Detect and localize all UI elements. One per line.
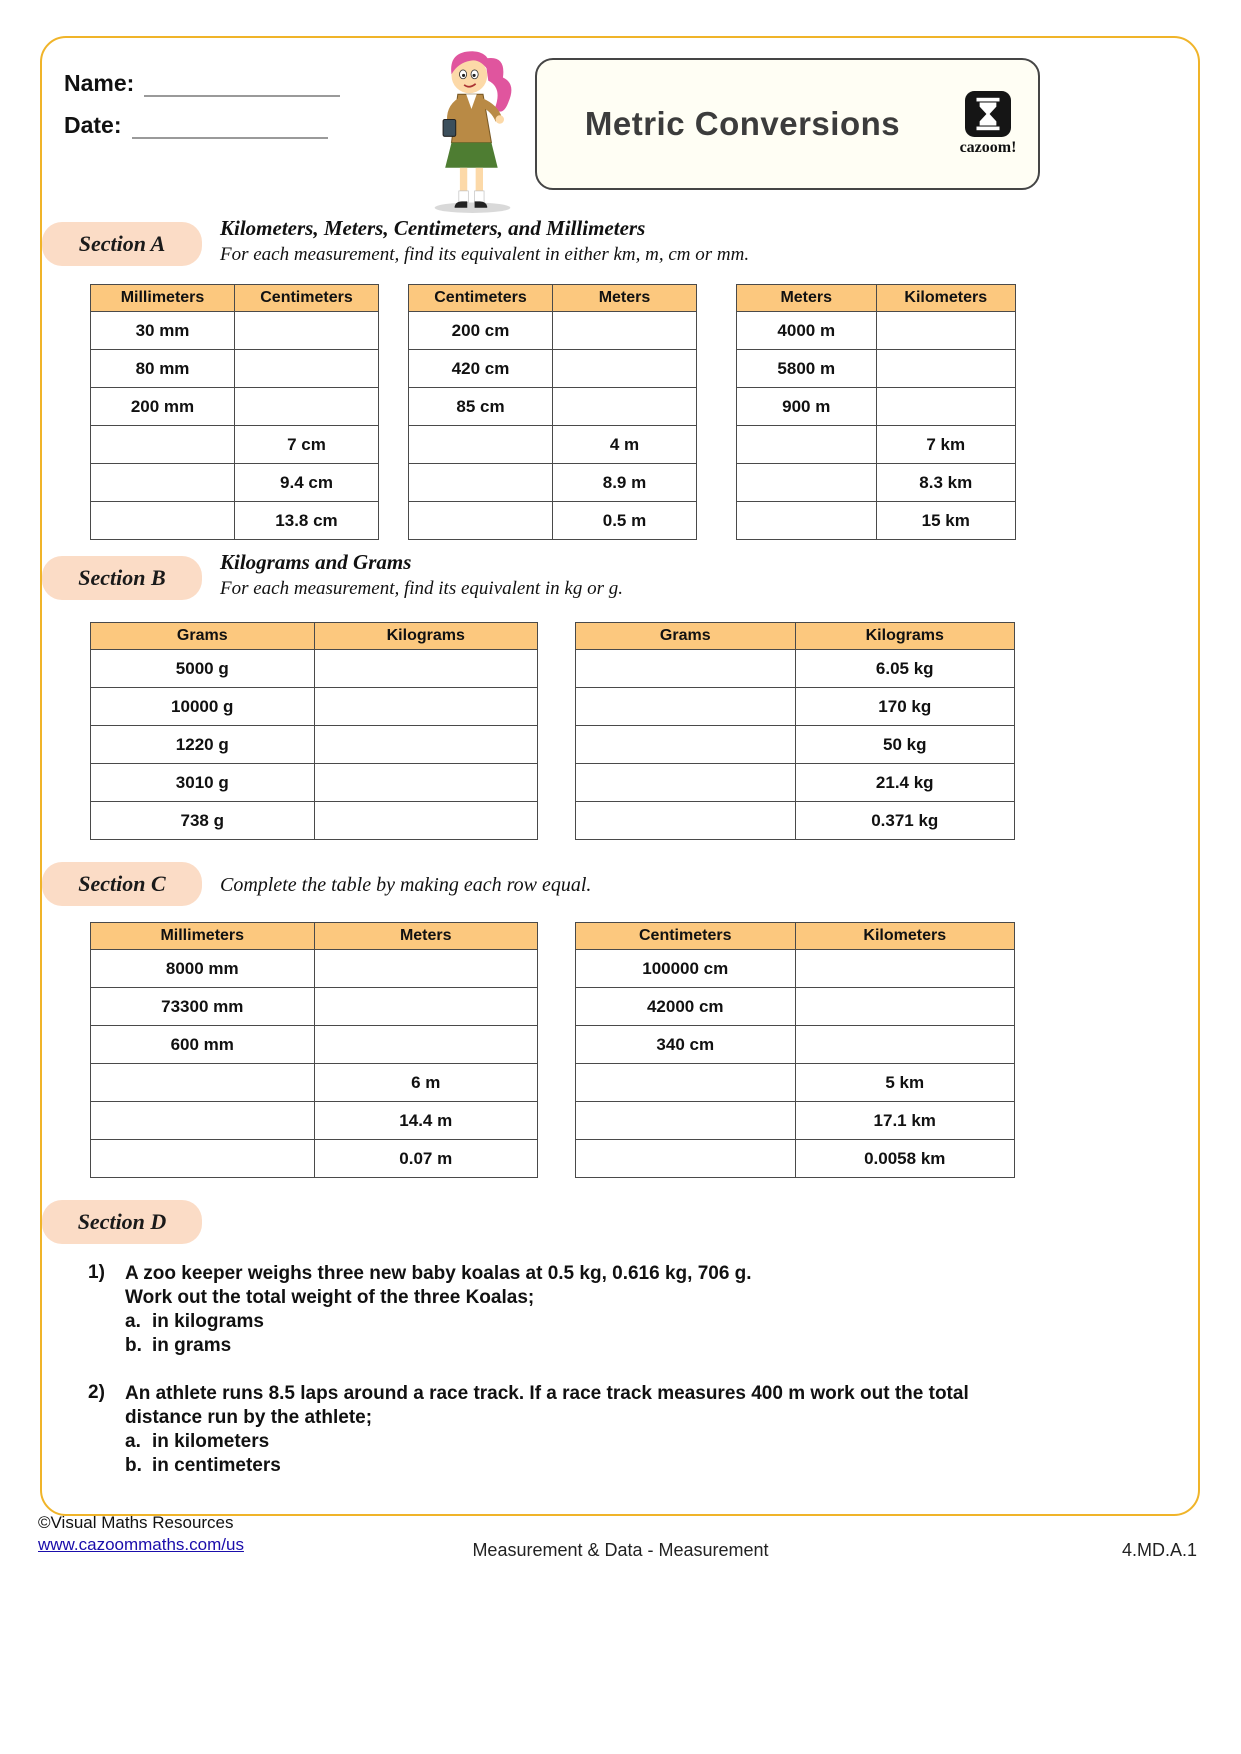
worksheet-table: [90, 284, 379, 540]
value-cell: 4000 m: [737, 312, 877, 350]
answer-cell[interactable]: [235, 312, 379, 350]
value-cell: 21.4 kg: [795, 764, 1015, 802]
value-cell: 5 km: [795, 1064, 1015, 1102]
answer-cell[interactable]: [91, 1064, 315, 1102]
table-row: [576, 1026, 1015, 1064]
website-link[interactable]: www.cazoommaths.com/us: [38, 1535, 244, 1554]
question-part-text: in kilograms: [152, 1311, 264, 1332]
answer-cell[interactable]: [737, 426, 877, 464]
table-header-cell: Grams: [91, 623, 315, 650]
answer-cell[interactable]: [91, 464, 235, 502]
table-header-cell: Grams: [576, 623, 796, 650]
answer-cell[interactable]: [576, 726, 796, 764]
table-row: [409, 426, 697, 464]
answer-cell[interactable]: [553, 388, 697, 426]
value-cell: 0.371 kg: [795, 802, 1015, 840]
table-header-row: [91, 923, 538, 950]
answer-cell[interactable]: [576, 650, 796, 688]
answer-cell[interactable]: [235, 388, 379, 426]
table-row: [576, 988, 1015, 1026]
worksheet-table: [90, 622, 538, 840]
table-row: [91, 988, 538, 1026]
table-mm-m: [90, 922, 538, 1178]
answer-cell[interactable]: [314, 802, 538, 840]
value-cell: 13.8 cm: [235, 502, 379, 540]
table-row: [91, 464, 379, 502]
value-cell: 4 m: [553, 426, 697, 464]
table-header-cell: Kilograms: [795, 623, 1015, 650]
answer-cell[interactable]: [876, 312, 1016, 350]
table-header-row: [409, 285, 697, 312]
section-c-instruction: Complete the table by making each row equal.: [220, 874, 592, 896]
table-header-cell: Kilometers: [876, 285, 1016, 312]
table-row: [576, 726, 1015, 764]
question-text: An athlete runs 8.5 laps around a race track. If a race track measures 400 m work out the total distance run by the athlete;: [125, 1383, 969, 1428]
table-row: [91, 388, 379, 426]
answer-cell[interactable]: [91, 1140, 315, 1178]
worksheet-table: [90, 922, 538, 1178]
answer-cell[interactable]: [576, 764, 796, 802]
answer-cell[interactable]: [795, 1026, 1015, 1064]
answer-cell[interactable]: [795, 950, 1015, 988]
date-field-row: [64, 112, 328, 139]
value-cell: 17.1 km: [795, 1102, 1015, 1140]
value-cell: 200 cm: [409, 312, 553, 350]
answer-cell[interactable]: [576, 802, 796, 840]
answer-cell[interactable]: [314, 988, 538, 1026]
table-header-cell: Meters: [553, 285, 697, 312]
girl-cartoon-illustration: [420, 46, 525, 214]
table-row: [737, 426, 1016, 464]
table-grams-to-kg: [90, 622, 538, 840]
answer-cell[interactable]: [91, 502, 235, 540]
question-body: [125, 1262, 1018, 1358]
value-cell: 7 cm: [235, 426, 379, 464]
table-header-cell: Millimeters: [91, 923, 315, 950]
question-number: 2): [88, 1382, 105, 1403]
question-part-label: a.: [125, 1311, 141, 1332]
answer-cell[interactable]: [235, 350, 379, 388]
worksheet-title: Metric Conversions: [584, 105, 901, 142]
value-cell: 6 m: [314, 1064, 538, 1102]
value-cell: 15 km: [876, 502, 1016, 540]
value-cell: 30 mm: [91, 312, 235, 350]
question-part-text: in grams: [152, 1335, 232, 1356]
value-cell: 5800 m: [737, 350, 877, 388]
table-row: [91, 726, 538, 764]
table-row: [737, 464, 1016, 502]
title-box: [535, 58, 1040, 190]
answer-cell[interactable]: [737, 464, 877, 502]
table-row: [737, 388, 1016, 426]
table-row: [91, 764, 538, 802]
section-a-instruction: For each measurement, find its equivalent in either km, m, cm or mm.: [220, 244, 750, 265]
section-a-heading: Kilometers, Meters, Centimeters, and Millimeters: [220, 216, 646, 240]
table-cm-km: [575, 922, 1015, 1178]
value-cell: 170 kg: [795, 688, 1015, 726]
table-row: [409, 312, 697, 350]
table-m-km: [736, 284, 1016, 540]
section-c-label: Section C: [42, 862, 202, 906]
question-part-text: in kilometers: [152, 1431, 270, 1452]
table-header-cell: Kilometers: [795, 923, 1015, 950]
value-cell: 8000 mm: [91, 950, 315, 988]
date-label: Date:: [64, 112, 122, 138]
copyright-text: ©Visual Maths Resources: [38, 1513, 234, 1532]
table-row: [91, 1140, 538, 1178]
section-b-label: Section B: [42, 556, 202, 600]
table-row: [737, 350, 1016, 388]
table-row: [91, 426, 379, 464]
value-cell: 14.4 m: [314, 1102, 538, 1140]
question-text: A zoo keeper weighs three new baby koalas at 0.5 kg, 0.616 kg, 706 g.: [125, 1263, 752, 1284]
value-cell: 85 cm: [409, 388, 553, 426]
table-header-cell: Centimeters: [235, 285, 379, 312]
answer-cell[interactable]: [409, 426, 553, 464]
table-row: [737, 312, 1016, 350]
section-b-instruction: For each measurement, find its equivalent in kg or g.: [220, 578, 623, 599]
value-cell: 5000 g: [91, 650, 315, 688]
table-header-cell: Millimeters: [91, 285, 235, 312]
table-kg-to-grams: [575, 622, 1015, 840]
answer-cell[interactable]: [576, 1064, 796, 1102]
answer-cell[interactable]: [409, 464, 553, 502]
table-row: [91, 802, 538, 840]
name-field-row: [64, 70, 340, 97]
value-cell: 7 km: [876, 426, 1016, 464]
value-cell: 900 m: [737, 388, 877, 426]
answer-cell[interactable]: [553, 350, 697, 388]
question-part-text: in centimeters: [152, 1455, 281, 1476]
name-label: Name:: [64, 70, 135, 96]
value-cell: 80 mm: [91, 350, 235, 388]
value-cell: 9.4 cm: [235, 464, 379, 502]
table-row: [576, 802, 1015, 840]
table-header-cell: Meters: [314, 923, 538, 950]
question-part-label: b.: [125, 1335, 142, 1356]
value-cell: 0.07 m: [314, 1140, 538, 1178]
answer-cell[interactable]: [314, 650, 538, 688]
cazoom-logo: [948, 91, 1028, 157]
table-row: [737, 502, 1016, 540]
table-cm-m: [408, 284, 697, 540]
worksheet-table: [575, 922, 1015, 1178]
table-row: [576, 1140, 1015, 1178]
answer-cell[interactable]: [737, 502, 877, 540]
value-cell: 1220 g: [91, 726, 315, 764]
question: [88, 1262, 1018, 1358]
value-cell: 3010 g: [91, 764, 315, 802]
table-header-row: [91, 285, 379, 312]
table-row: [91, 1102, 538, 1140]
answer-cell[interactable]: [876, 388, 1016, 426]
question-body: [125, 1382, 1018, 1478]
table-row: [409, 502, 697, 540]
table-header-cell: Centimeters: [409, 285, 553, 312]
table-row: [91, 688, 538, 726]
value-cell: 200 mm: [91, 388, 235, 426]
answer-cell[interactable]: [314, 688, 538, 726]
section-a-label: Section A: [42, 222, 202, 266]
word-problems: [88, 1262, 1018, 1502]
question-part: [125, 1334, 1018, 1358]
answer-cell[interactable]: [314, 726, 538, 764]
table-row: [576, 688, 1015, 726]
table-header-row: [576, 923, 1015, 950]
answer-cell[interactable]: [553, 312, 697, 350]
worksheet-table: [408, 284, 697, 540]
worksheet-table: [575, 622, 1015, 840]
section-d-label: Section D: [42, 1200, 202, 1244]
answer-cell[interactable]: [795, 988, 1015, 1026]
footer-topic: Measurement & Data - Measurement: [472, 1540, 769, 1560]
table-row: [576, 950, 1015, 988]
question: [88, 1382, 1018, 1478]
table-row: [409, 388, 697, 426]
cazoom-logo-text: cazoom!: [959, 139, 1017, 156]
worksheet-table: [736, 284, 1016, 540]
table-row: [91, 312, 379, 350]
table-row: [576, 1064, 1015, 1102]
standard-code: 4.MD.A.1: [1121, 1540, 1197, 1560]
answer-cell[interactable]: [576, 1140, 796, 1178]
question-part-label: b.: [125, 1455, 142, 1476]
value-cell: 8.9 m: [553, 464, 697, 502]
question-part: [125, 1430, 1018, 1454]
value-cell: 0.0058 km: [795, 1140, 1015, 1178]
answer-cell[interactable]: [409, 502, 553, 540]
table-row: [91, 350, 379, 388]
answer-cell[interactable]: [314, 950, 538, 988]
date-underline[interactable]: [132, 113, 328, 139]
table-row: [91, 1026, 538, 1064]
value-cell: 100000 cm: [576, 950, 796, 988]
name-underline[interactable]: [144, 71, 340, 97]
table-row: [91, 502, 379, 540]
answer-cell[interactable]: [576, 688, 796, 726]
answer-cell[interactable]: [91, 1102, 315, 1140]
question-text: Work out the total weight of the three Koalas;: [125, 1287, 535, 1308]
table-row: [91, 950, 538, 988]
table-header-cell: Kilograms: [314, 623, 538, 650]
value-cell: 420 cm: [409, 350, 553, 388]
table-row: [576, 650, 1015, 688]
hourglass-logo-icon: [965, 91, 1011, 137]
table-header-row: [576, 623, 1015, 650]
table-mm-cm: [90, 284, 379, 540]
value-cell: 738 g: [91, 802, 315, 840]
table-header-cell: Centimeters: [576, 923, 796, 950]
answer-cell[interactable]: [314, 1026, 538, 1064]
question-part: [125, 1310, 1018, 1334]
value-cell: 8.3 km: [876, 464, 1016, 502]
value-cell: 50 kg: [795, 726, 1015, 764]
answer-cell[interactable]: [91, 426, 235, 464]
answer-cell[interactable]: [876, 350, 1016, 388]
value-cell: 42000 cm: [576, 988, 796, 1026]
table-row: [576, 764, 1015, 802]
answer-cell[interactable]: [314, 764, 538, 802]
value-cell: 0.5 m: [553, 502, 697, 540]
value-cell: 73300 mm: [91, 988, 315, 1026]
question-part-label: a.: [125, 1431, 141, 1452]
table-header-cell: Meters: [737, 285, 877, 312]
answer-cell[interactable]: [576, 1102, 796, 1140]
value-cell: 10000 g: [91, 688, 315, 726]
value-cell: 600 mm: [91, 1026, 315, 1064]
table-row: [576, 1102, 1015, 1140]
table-row: [91, 1064, 538, 1102]
value-cell: 6.05 kg: [795, 650, 1015, 688]
table-row: [409, 350, 697, 388]
table-row: [409, 464, 697, 502]
value-cell: 340 cm: [576, 1026, 796, 1064]
table-header-row: [737, 285, 1016, 312]
section-b-heading: Kilograms and Grams: [220, 550, 412, 574]
table-header-row: [91, 623, 538, 650]
question-part: [125, 1454, 1018, 1478]
table-row: [91, 650, 538, 688]
question-number: 1): [88, 1262, 105, 1283]
